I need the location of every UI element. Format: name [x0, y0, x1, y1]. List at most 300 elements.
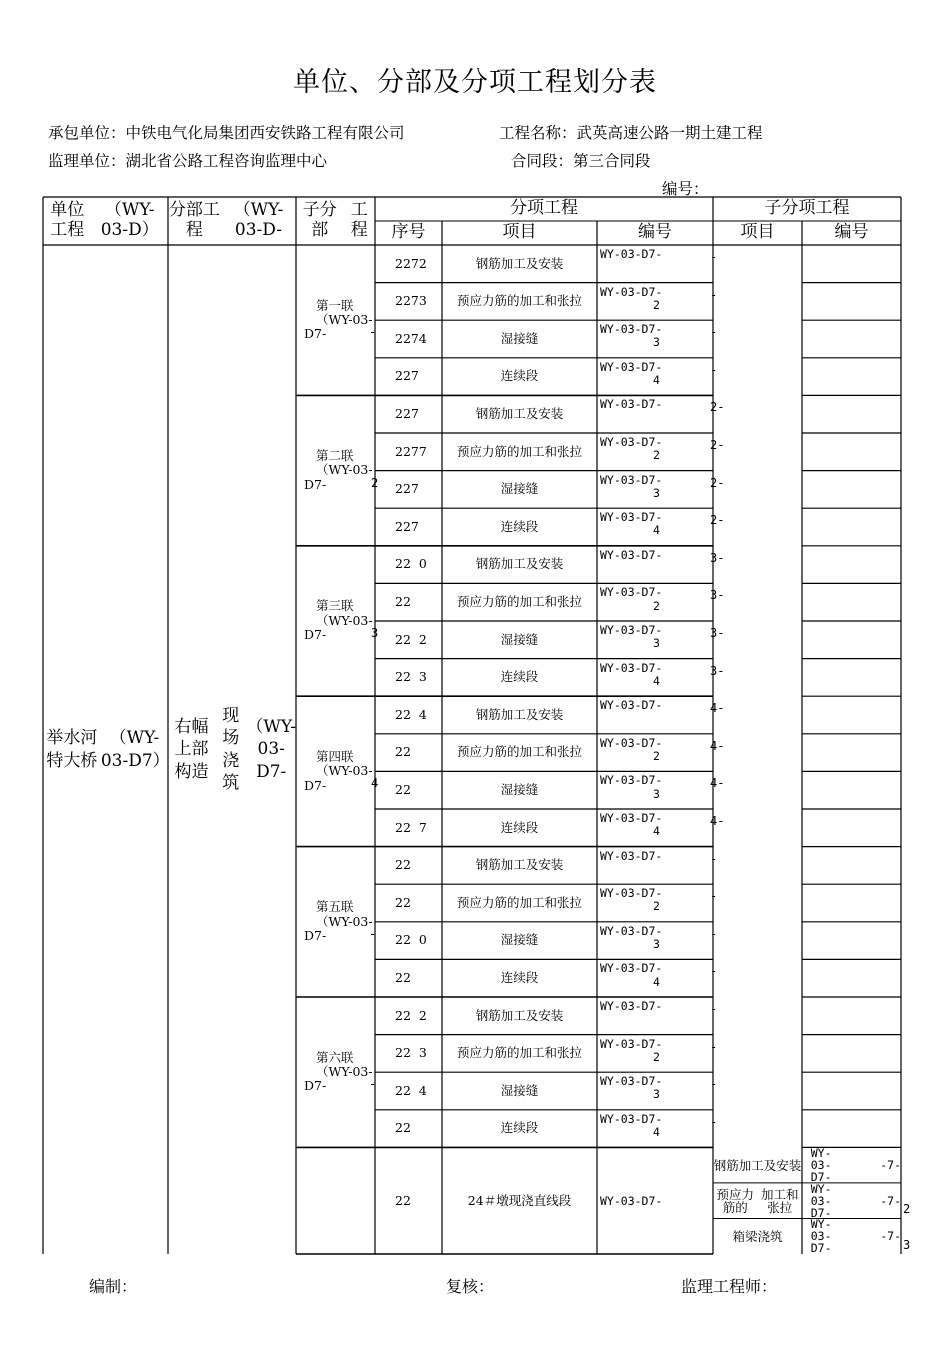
row-seq-value: 22 3 [395, 1045, 427, 1061]
row-code [597, 546, 713, 584]
header-sub-item-label: 项目 [740, 222, 775, 243]
row-code-1: WY-03-D7- [600, 735, 663, 750]
row-item [442, 884, 597, 922]
row-seq-value: 22 4 [395, 1082, 427, 1098]
row-code [597, 809, 713, 847]
row-item [442, 471, 597, 509]
row-mark: - [710, 1077, 718, 1092]
subdivision-name: 第二联 [316, 448, 354, 464]
row-mark: 2- [710, 400, 725, 415]
row-item-value: 湿接缝 [500, 782, 539, 797]
row-item [442, 546, 597, 584]
footer-supervising-engineer: 监理工程师： [681, 1277, 778, 1296]
header-item-project-label: 分项工程 [510, 198, 578, 219]
header-code [597, 221, 713, 245]
row-seq [375, 1072, 442, 1110]
row-item [442, 283, 597, 321]
last-row-item [442, 1147, 597, 1254]
subdivision-code-1: （WY-03- [316, 763, 373, 779]
subdivision-code-1: （WY-03- [316, 913, 373, 929]
row-code-1: WY-03-D7- [600, 1111, 663, 1126]
row-item [442, 395, 597, 433]
row-code [597, 997, 713, 1035]
unit-project-name: 举水河特大桥 [46, 728, 98, 771]
row-item-value: 连续段 [500, 669, 539, 685]
row-seq-value: 227 [395, 406, 419, 421]
row-mark: 4- [710, 814, 725, 828]
row-seq-value: 22 3 [395, 669, 427, 685]
sub-item-code-2: -7- [880, 1229, 901, 1244]
row-seq [375, 395, 442, 433]
row-item [442, 734, 597, 772]
row-item [442, 1110, 597, 1148]
sub-item-code-1: WY-03-D7- [810, 1181, 832, 1220]
row-code-1: WY-03-D7- [600, 923, 663, 938]
subdivision-code-2: D7- [304, 927, 327, 943]
last-row-code-value: WY-03-D7- [600, 1193, 663, 1208]
row-item-value: 预应力筋的加工和张拉 [456, 1045, 582, 1061]
header-sub-item-project [713, 197, 901, 221]
row-seq-value: 2272 [395, 255, 427, 271]
row-code-wrap [600, 436, 713, 462]
row-code-1: WY-03-D7- [600, 999, 663, 1013]
row-code-2: 4 [653, 824, 660, 839]
last-row-code [597, 1147, 713, 1254]
row-code-1: WY-03-D7- [600, 961, 663, 976]
row-mark: - [710, 926, 718, 941]
row-code [597, 508, 713, 546]
row-code-2: 3 [653, 636, 660, 651]
row-mark: 3- [710, 626, 725, 640]
subdivision-code-2: D7- [304, 627, 327, 643]
row-item [442, 358, 597, 396]
row-code [597, 884, 713, 922]
row-mark: - [710, 1039, 718, 1054]
row-seq-value: 227 [395, 481, 419, 497]
row-code-2: 4 [653, 673, 660, 688]
header-division-code: （WY-03-D- [233, 200, 284, 240]
division-name-1: 右幅上部构造 [174, 717, 209, 782]
row-seq-value: 22 [395, 1120, 411, 1136]
row-code [597, 583, 713, 621]
row-code-2: 2 [653, 1049, 660, 1064]
row-code-2: 3 [653, 937, 660, 952]
row-code [597, 959, 713, 997]
header-sub-code-label: 编号 [834, 222, 869, 243]
sub-item-code-1: WY-03-D7- [810, 1217, 832, 1256]
row-code-wrap [600, 850, 713, 863]
row-seq [375, 471, 442, 509]
row-seq-value: 22 [395, 970, 411, 985]
sub-item-name-2: 安装 [776, 1157, 802, 1173]
row-code-wrap [600, 248, 713, 261]
subdivision-name: 第四联 [316, 748, 354, 764]
row-code [597, 320, 713, 358]
subdivision-code-2: D7- [304, 476, 327, 492]
row-item [442, 696, 597, 734]
header-unit-label: 单位工程 [50, 200, 85, 240]
row-code-1: WY-03-D7- [600, 848, 663, 863]
row-seq [375, 283, 442, 321]
row-seq-value: 22 [395, 594, 411, 609]
row-item-value: 预应力筋的加工和张拉 [456, 894, 582, 910]
subdivision-cell [296, 696, 375, 846]
row-mark: - [710, 325, 718, 340]
row-mark: - [710, 362, 718, 377]
row-code-2: 3 [653, 1087, 660, 1102]
row-item-value: 连续段 [500, 1120, 539, 1136]
sub-item-suffix: 3 [903, 1238, 911, 1252]
row-seq-value: 22 2 [395, 631, 427, 647]
row-item-value: 预应力筋的加工和张拉 [456, 744, 582, 760]
row-code-wrap [600, 1038, 713, 1064]
row-seq [375, 997, 442, 1035]
sub-item-name-1: 箱梁浇筑 [732, 1228, 783, 1244]
row-seq-value: 22 0 [395, 932, 427, 948]
row-mark: - [710, 851, 718, 866]
row-code [597, 358, 713, 396]
row-code-2: 3 [653, 485, 660, 500]
subdivision-cell [296, 997, 375, 1147]
row-code-wrap [600, 887, 713, 913]
row-seq [375, 959, 442, 997]
row-seq [375, 659, 442, 697]
row-seq [375, 358, 442, 396]
header-item [442, 221, 597, 245]
row-code-1: WY-03-D7- [600, 547, 663, 562]
row-seq [375, 884, 442, 922]
sub-item-code [802, 1183, 901, 1219]
row-code-1: WY-03-D7- [600, 397, 663, 412]
header-subdivision [296, 197, 375, 245]
row-code-wrap [600, 925, 713, 951]
row-item [442, 1035, 597, 1073]
subdivision-cell [296, 847, 375, 997]
row-item [442, 922, 597, 960]
row-code-2: 4 [653, 373, 660, 388]
row-item [442, 1072, 597, 1110]
row-seq-value: 227 [395, 368, 419, 384]
row-seq-value: 22 0 [395, 556, 427, 572]
row-code-2: 4 [653, 974, 660, 989]
header-seq-label: 序号 [391, 222, 426, 243]
row-code-2: 2 [653, 598, 660, 613]
sub-item-code-2: -7- [880, 1193, 901, 1208]
subdivision-code-2: D7- [304, 326, 327, 342]
header-sub-item-project-label: 子分项工程 [764, 198, 850, 219]
row-item [442, 320, 597, 358]
row-code-wrap [600, 737, 713, 763]
row-code-2: 2 [653, 749, 660, 764]
row-item [442, 771, 597, 809]
row-item-value: 湿接缝 [500, 481, 539, 497]
row-code [597, 1110, 713, 1148]
subdivision-cell [296, 395, 375, 545]
row-code-wrap [600, 624, 713, 650]
row-item [442, 621, 597, 659]
subdivision-cell [296, 245, 375, 395]
row-code-wrap [600, 1113, 713, 1139]
row-code-1: WY-03-D7- [600, 886, 663, 901]
row-item-value: 连续段 [500, 518, 539, 534]
row-code [597, 734, 713, 772]
sub-item-name-1: 预应力筋的 [716, 1186, 754, 1215]
subdivision-name: 第五联 [316, 899, 354, 915]
contractor-info: 承包单位：中铁电气化局集团西安铁路工程有限公司 [48, 124, 405, 142]
row-code-2: 3 [653, 786, 660, 801]
row-seq-value: 22 [395, 782, 411, 797]
row-code-2: 2 [653, 297, 660, 312]
header-item-project [375, 197, 713, 221]
row-code [597, 471, 713, 509]
sub-item-code [802, 1218, 901, 1254]
row-code-2: 3 [653, 335, 660, 350]
row-code-1: WY-03-D7- [600, 585, 663, 600]
row-code-1: WY-03-D7- [600, 435, 663, 449]
row-seq [375, 1035, 442, 1073]
subdivision-tick: - [369, 926, 377, 941]
header-unit-project [43, 197, 168, 245]
row-mark: 2- [710, 513, 725, 528]
row-item [442, 659, 597, 697]
row-seq [375, 771, 442, 809]
subdivision-code-2: D7- [304, 1078, 327, 1094]
last-row-seq [375, 1147, 442, 1254]
supervisor-info: 监理单位：湖北省公路工程咨询监理中心 [48, 152, 328, 170]
row-code-wrap [600, 286, 713, 312]
row-code-1: WY-03-D7- [600, 510, 663, 525]
row-code-wrap [600, 361, 713, 387]
subdivision-suffix: 4 [371, 776, 379, 791]
header-division [168, 197, 296, 245]
row-code [597, 621, 713, 659]
subdivision-tick: - [369, 1077, 377, 1092]
row-item-value: 湿接缝 [500, 631, 539, 647]
row-seq-value: 22 4 [395, 706, 427, 722]
row-code-1: WY-03-D7- [600, 773, 663, 788]
row-item [442, 583, 597, 621]
row-code [597, 1035, 713, 1073]
unit-project-code: （WY-03-D7） [100, 728, 170, 771]
row-code-1: WY-03-D7- [600, 1074, 663, 1089]
row-seq-value: 2274 [395, 330, 427, 346]
row-mark: 3- [710, 588, 725, 603]
row-code-wrap [600, 398, 713, 411]
row-code-2: 2 [653, 899, 660, 914]
row-item-value: 预应力筋的加工和张拉 [456, 594, 582, 609]
row-item [442, 508, 597, 546]
row-code-wrap [600, 962, 713, 988]
division-name-2: 现场浇筑 [222, 706, 240, 793]
row-code-1: WY-03-D7- [600, 284, 663, 299]
subdivision-tick: - [369, 325, 377, 340]
row-seq [375, 245, 442, 283]
row-item [442, 997, 597, 1035]
row-mark: 2- [710, 438, 725, 452]
row-mark: - [710, 1002, 718, 1016]
row-seq [375, 734, 442, 772]
row-seq-value: 22 2 [395, 1007, 427, 1023]
row-seq-value: 22 [395, 857, 411, 873]
row-seq [375, 546, 442, 584]
row-code [597, 696, 713, 734]
header-sub-code [802, 221, 901, 245]
sub-item-name [713, 1147, 802, 1183]
sub-item-code-1: WY-03-D7- [810, 1146, 832, 1185]
row-code-wrap [600, 662, 713, 688]
sub-item-code-2: -7- [880, 1158, 901, 1173]
row-code-2: 2 [653, 448, 660, 463]
row-seq [375, 508, 442, 546]
header-code-label: 编号 [638, 222, 672, 243]
row-code [597, 433, 713, 471]
last-row-seq-value: 22 [395, 1192, 411, 1208]
row-code-wrap [600, 586, 713, 612]
division-cell [168, 245, 296, 1254]
row-code-wrap [600, 511, 713, 537]
row-item-value: 预应力筋的加工和张拉 [456, 293, 582, 309]
header-seq [375, 221, 442, 245]
row-mark: 2- [710, 475, 725, 490]
row-item-value: 钢筋加工及安装 [475, 706, 564, 722]
header-item-label: 项目 [502, 222, 537, 243]
row-code-2: 4 [653, 1125, 660, 1140]
row-item-value: 湿接缝 [500, 330, 539, 346]
row-item-value: 湿接缝 [500, 932, 539, 948]
row-item-value: 湿接缝 [500, 1082, 539, 1098]
header-sub-item [713, 221, 802, 245]
row-item [442, 847, 597, 885]
row-code-wrap [600, 1075, 713, 1101]
row-item [442, 959, 597, 997]
subdivision-code-1: （WY-03- [316, 612, 373, 628]
row-item-value: 钢筋加工及安装 [475, 857, 564, 873]
row-seq [375, 320, 442, 358]
row-mark: 3- [710, 550, 725, 565]
row-code [597, 245, 713, 283]
row-item-value: 钢筋加工及安装 [475, 1007, 564, 1023]
row-item-value: 连续段 [500, 970, 539, 985]
row-code-wrap [600, 549, 713, 562]
row-code-wrap [600, 1000, 713, 1013]
subdivision-code-1: （WY-03- [316, 312, 373, 327]
row-mark: - [710, 889, 718, 904]
row-code [597, 659, 713, 697]
row-seq-value: 2277 [395, 443, 427, 459]
row-item-value: 连续段 [500, 368, 539, 384]
sub-item-code [802, 1147, 901, 1183]
row-code [597, 771, 713, 809]
row-mark: - [710, 964, 718, 979]
row-code-wrap [600, 323, 713, 349]
row-seq-value: 22 [395, 744, 411, 760]
row-item-value: 钢筋加工及安装 [475, 556, 564, 572]
row-mark: - [710, 1114, 718, 1129]
sub-item-name [713, 1183, 802, 1219]
number-label: 编号： [662, 180, 709, 198]
row-code-wrap [600, 774, 713, 800]
row-code [597, 395, 713, 433]
row-seq-value: 22 7 [395, 819, 427, 835]
row-seq [375, 696, 442, 734]
header-subdivision-label: 子分部 [302, 200, 337, 240]
row-seq [375, 621, 442, 659]
row-seq [375, 433, 442, 471]
row-item [442, 809, 597, 847]
sub-item-name-2: 加工和张拉 [760, 1186, 799, 1215]
row-code-1: WY-03-D7- [600, 698, 663, 713]
header-subdivision-label-2: 工程 [350, 200, 368, 240]
subdivision-name: 第一联 [316, 297, 354, 313]
row-code [597, 1072, 713, 1110]
row-code-1: WY-03-D7- [600, 359, 663, 374]
row-code [597, 922, 713, 960]
row-mark: 4- [710, 738, 725, 753]
header-unit-code: （WY-03-D） [100, 200, 159, 240]
subdivision-name: 第三联 [316, 598, 354, 614]
sub-item-suffix: 2 [903, 1202, 911, 1217]
subdivision-cell [296, 546, 375, 696]
subdivision-suffix: 2 [371, 475, 379, 490]
row-item-value: 预应力筋的加工和张拉 [456, 443, 582, 459]
row-mark: 3- [710, 663, 725, 678]
subdivision-code-2: D7- [304, 777, 327, 793]
unit-project-cell [43, 245, 168, 1254]
row-code-1: WY-03-D7- [600, 322, 663, 337]
row-item [442, 433, 597, 471]
project-name-info: 工程名称：武英高速公路一期土建工程 [499, 124, 763, 142]
row-mark: - [710, 287, 718, 302]
division-table [43, 197, 911, 1256]
row-mark: 4- [710, 701, 725, 716]
row-mark: - [710, 250, 718, 264]
sub-item-name [713, 1218, 802, 1254]
header-division-label: 分部工程 [168, 200, 220, 240]
row-item-value: 连续段 [500, 819, 539, 835]
row-code [597, 283, 713, 321]
row-code-1: WY-03-D7- [600, 247, 663, 261]
row-item-value: 钢筋加工及安装 [475, 406, 564, 421]
row-code-2: 4 [653, 523, 660, 538]
row-seq [375, 922, 442, 960]
subdivision-name: 第六联 [316, 1049, 354, 1065]
row-code-1: WY-03-D7- [600, 472, 663, 487]
row-code-wrap [600, 474, 713, 500]
division-code: （WY-03-D7- [246, 717, 296, 782]
row-seq-value: 227 [395, 518, 419, 534]
row-code [597, 847, 713, 885]
last-row-item-value: 24＃墩现浇直线段 [467, 1192, 572, 1208]
row-code-1: WY-03-D7- [600, 623, 663, 637]
row-seq [375, 1110, 442, 1148]
row-seq [375, 583, 442, 621]
contract-section-info: 合同段：第三合同段 [511, 152, 651, 170]
sub-item-name-1: 钢筋加工及 [713, 1157, 777, 1173]
row-item-value: 钢筋加工及安装 [475, 255, 564, 271]
row-item [442, 245, 597, 283]
row-code-wrap [600, 699, 713, 712]
row-code-1: WY-03-D7- [600, 811, 663, 825]
row-seq-value: 2273 [395, 293, 427, 309]
page-title: 单位、分部及分项工程划分表 [293, 67, 657, 98]
row-seq [375, 847, 442, 885]
row-code-1: WY-03-D7- [600, 1036, 663, 1051]
row-seq-value: 22 [395, 894, 411, 910]
subdivision-code-1: （WY-03- [316, 462, 373, 478]
row-seq [375, 809, 442, 847]
subdivision-code-1: （WY-03- [316, 1064, 373, 1079]
subdivision-suffix: 3 [371, 626, 379, 640]
